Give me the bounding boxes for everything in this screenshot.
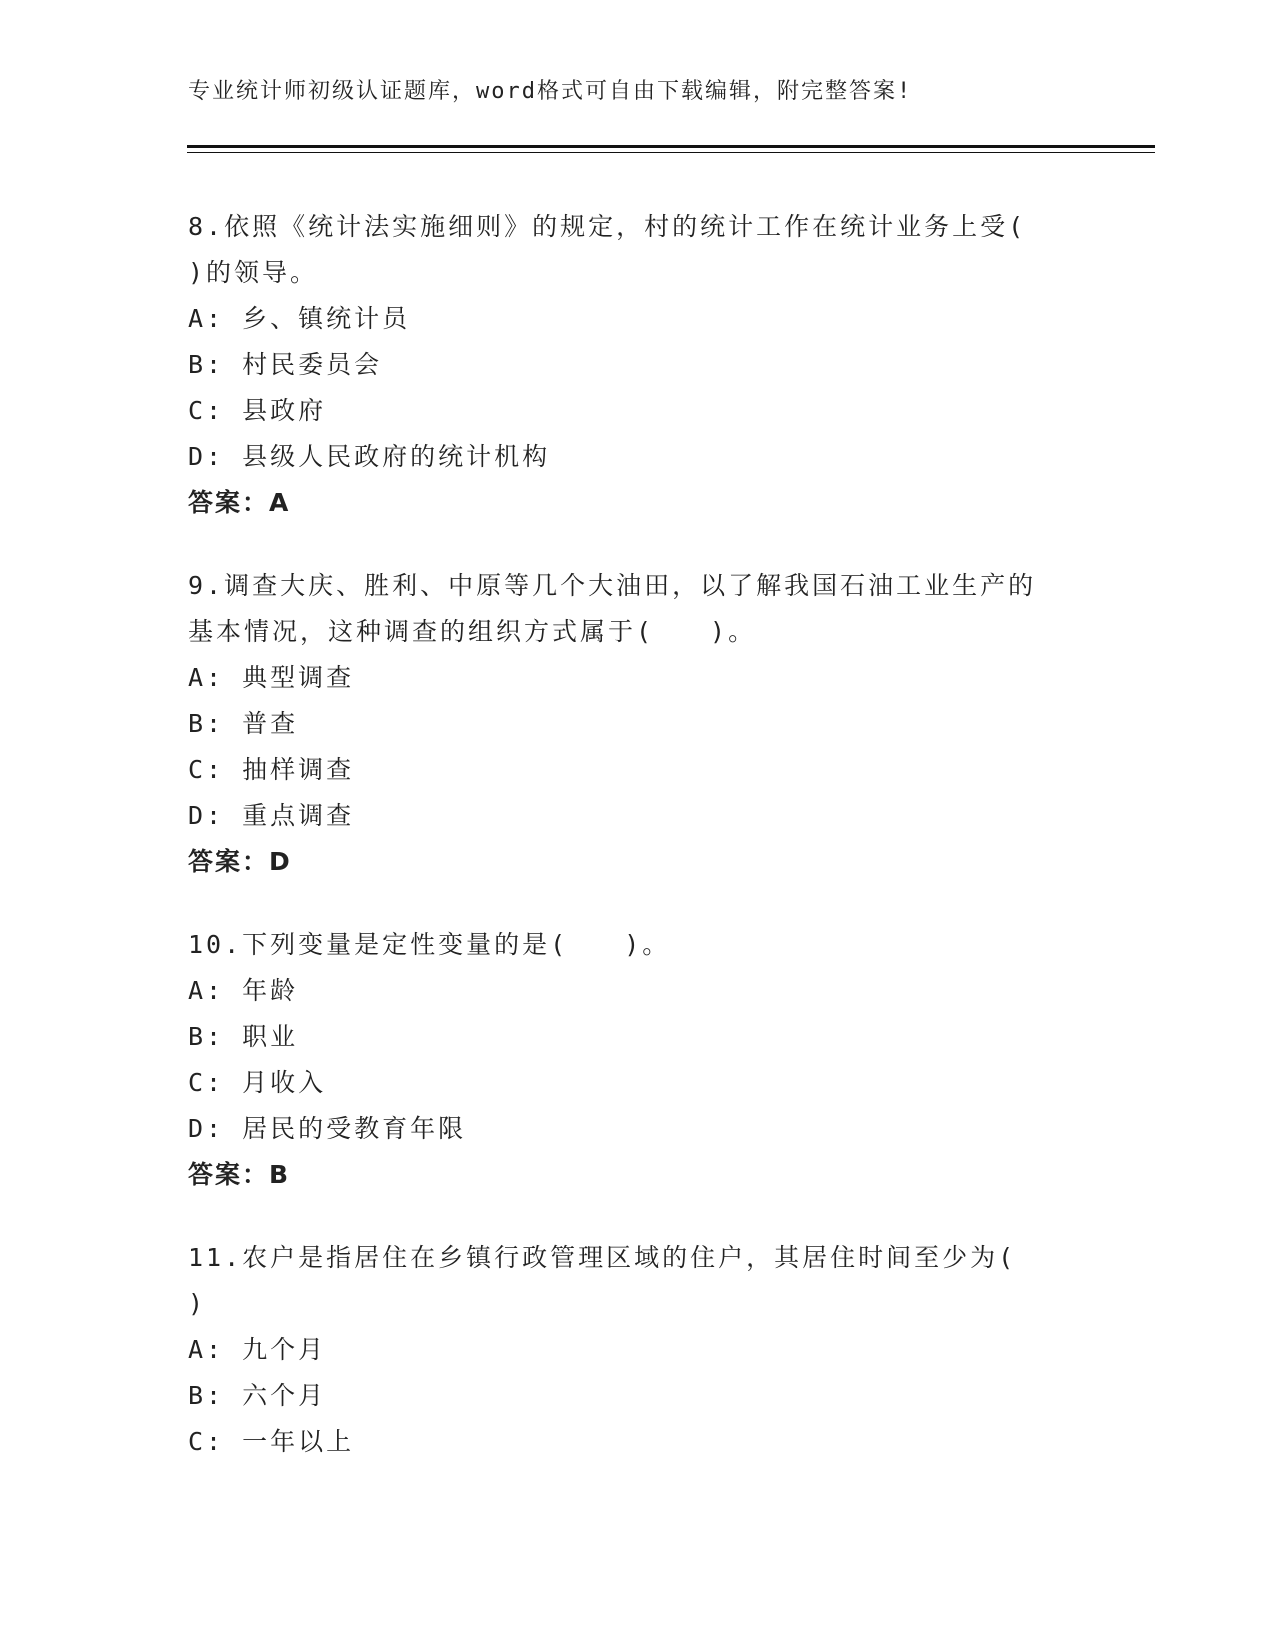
option-d: D: 居民的受教育年限 bbox=[188, 1114, 467, 1143]
question-text: 10.下列变量是定性变量的是( )。 bbox=[188, 930, 671, 959]
option-d: D: 重点调查 bbox=[188, 801, 355, 830]
question-text-cont: ) bbox=[188, 1289, 207, 1318]
question-text: 11.农户是指居住在乡镇行政管理区域的住户，其居住时间至少为( bbox=[188, 1243, 1017, 1272]
option-b: B: 普查 bbox=[188, 709, 299, 738]
option-b: B: 职业 bbox=[188, 1022, 299, 1051]
question-text-cont: )的领导。 bbox=[188, 258, 319, 287]
question-list bbox=[188, 204, 1088, 1502]
option-c: C: 月收入 bbox=[188, 1068, 327, 1097]
option-a: A: 九个月 bbox=[188, 1335, 327, 1364]
option-a: A: 乡、镇统计员 bbox=[188, 304, 411, 333]
option-b: B: 六个月 bbox=[188, 1381, 327, 1410]
question-9 bbox=[188, 563, 1088, 885]
question-10 bbox=[188, 922, 1088, 1198]
option-c: C: 县政府 bbox=[188, 396, 327, 425]
option-c: C: 抽样调查 bbox=[188, 755, 355, 784]
question-11 bbox=[188, 1235, 1088, 1465]
question-8 bbox=[188, 204, 1088, 526]
option-c: C: 一年以上 bbox=[188, 1427, 355, 1456]
question-text: 8.依照《统计法实施细则》的规定，村的统计工作在统计业务上受( bbox=[188, 212, 1027, 241]
question-text: 9.调查大庆、胜利、中原等几个大油田，以了解我国石油工业生产的 bbox=[188, 571, 1037, 600]
page-header: 专业统计师初级认证题库，word格式可自由下载编辑，附完整答案! bbox=[188, 79, 913, 104]
option-b: B: 村民委员会 bbox=[188, 350, 383, 379]
header-divider-thin bbox=[187, 152, 1155, 153]
answer: 答案：D bbox=[188, 847, 292, 876]
answer: 答案：A bbox=[188, 488, 291, 517]
option-a: A: 典型调查 bbox=[188, 663, 355, 692]
option-a: A: 年龄 bbox=[188, 976, 299, 1005]
header-divider-thick bbox=[187, 145, 1155, 148]
option-d: D: 县级人民政府的统计机构 bbox=[188, 442, 551, 471]
question-text-cont: 基本情况，这种调查的组织方式属于( )。 bbox=[188, 617, 757, 646]
answer: 答案：B bbox=[188, 1160, 291, 1189]
